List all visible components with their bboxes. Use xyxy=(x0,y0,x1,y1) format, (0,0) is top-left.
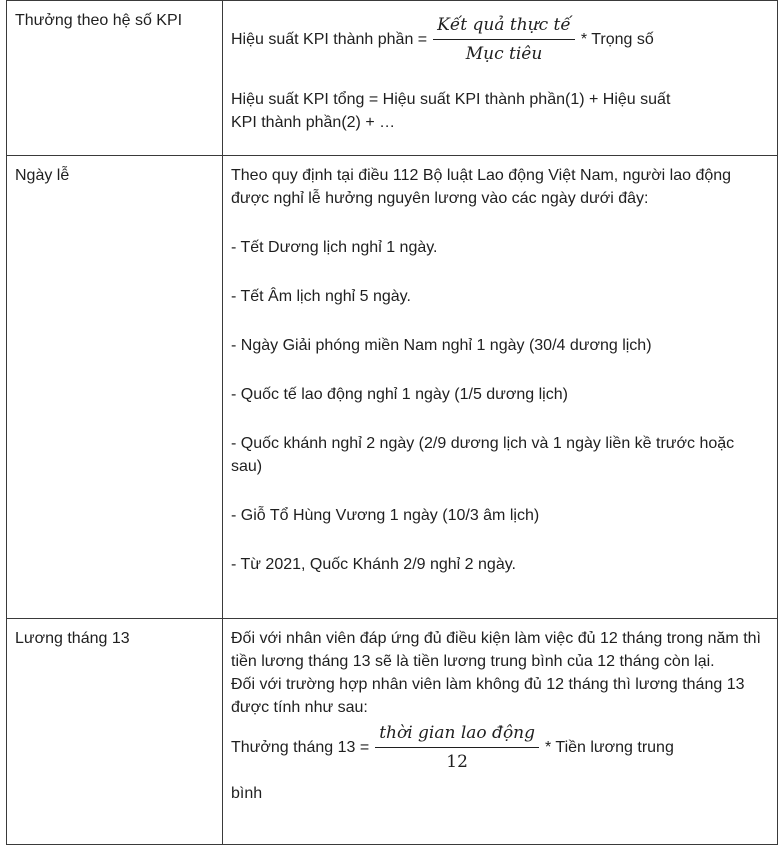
holiday-list-item: - Tết Âm lịch nghỉ 5 ngày. xyxy=(231,288,411,305)
policy-table xyxy=(6,0,778,845)
salary-paragraph: Đối với nhân viên đáp ứng đủ điều kiện làm việc đủ 12 tháng trong năm thì tiền lương tháng 13 sẽ là tiền lương trung bình của 12 tháng còn lại. xyxy=(231,630,761,670)
kpi-component-formula xyxy=(231,13,769,66)
row-label-cell xyxy=(7,619,223,845)
formula-right-text: * Trọng số xyxy=(580,31,654,48)
formula-left-text: Thưởng tháng 13 = xyxy=(231,739,370,756)
holiday-list-item: - Từ 2021, Quốc Khánh 2/9 nghỉ 2 ngày. xyxy=(231,556,516,573)
formula-fraction xyxy=(433,13,575,66)
table-row-kpi-bonus xyxy=(7,1,778,156)
salary-paragraph: Đối với trường hợp nhân viên làm không đủ 12 tháng thì lương tháng 13 được tính như sau: xyxy=(231,676,745,716)
formula-tail-text: bình xyxy=(231,785,263,802)
formula-numerator: Kết quả thực tế xyxy=(433,13,575,40)
row-label-cell xyxy=(7,156,223,619)
row-label: Ngày lễ xyxy=(15,167,70,184)
formula-denominator: 12 xyxy=(446,752,468,772)
row-label: Thưởng theo hệ số KPI xyxy=(15,12,183,29)
holiday-list-item: - Quốc khánh nghỉ 2 ngày (2/9 dương lịch và 1 ngày liền kề trước hoặc sau) xyxy=(231,435,735,475)
formula-denominator: Mục tiêu xyxy=(465,44,543,64)
table-row-13th-month-salary xyxy=(7,619,778,845)
row-label: Lương tháng 13 xyxy=(15,630,130,647)
row-content-cell xyxy=(223,619,778,845)
row-label-cell xyxy=(7,1,223,156)
kpi-total-line: KPI thành phần(2) + … xyxy=(231,114,396,131)
holiday-list-item: - Tết Dương lịch nghỉ 1 ngày. xyxy=(231,239,438,256)
row-content-cell xyxy=(223,156,778,619)
bonus-13th-formula xyxy=(231,721,769,774)
formula-right-text: * Tiền lương trung xyxy=(545,739,674,756)
holiday-list-item: - Giỗ Tổ Hùng Vương 1 ngày (10/3 âm lịch) xyxy=(231,507,540,524)
kpi-total-formula xyxy=(231,88,769,134)
holiday-list-item: - Quốc tế lao động nghỉ 1 ngày (1/5 dương lịch) xyxy=(231,386,568,403)
formula-left-text: Hiệu suất KPI thành phần = xyxy=(231,31,428,48)
row-content-cell xyxy=(223,1,778,156)
table-row-holidays xyxy=(7,156,778,619)
formula-numerator: thời gian lao động xyxy=(375,721,539,748)
formula-fraction xyxy=(375,721,539,774)
holiday-intro-text: Theo quy định tại điều 112 Bộ luật Lao động Việt Nam, người lao động được nghỉ lễ hưởng nguyên lương vào các ngày dưới đây: xyxy=(231,167,732,207)
kpi-total-line: Hiệu suất KPI tổng = Hiệu suất KPI thành phần(1) + Hiệu suất xyxy=(231,91,671,108)
holiday-list-item: - Ngày Giải phóng miền Nam nghỉ 1 ngày (30/4 dương lịch) xyxy=(231,337,652,354)
